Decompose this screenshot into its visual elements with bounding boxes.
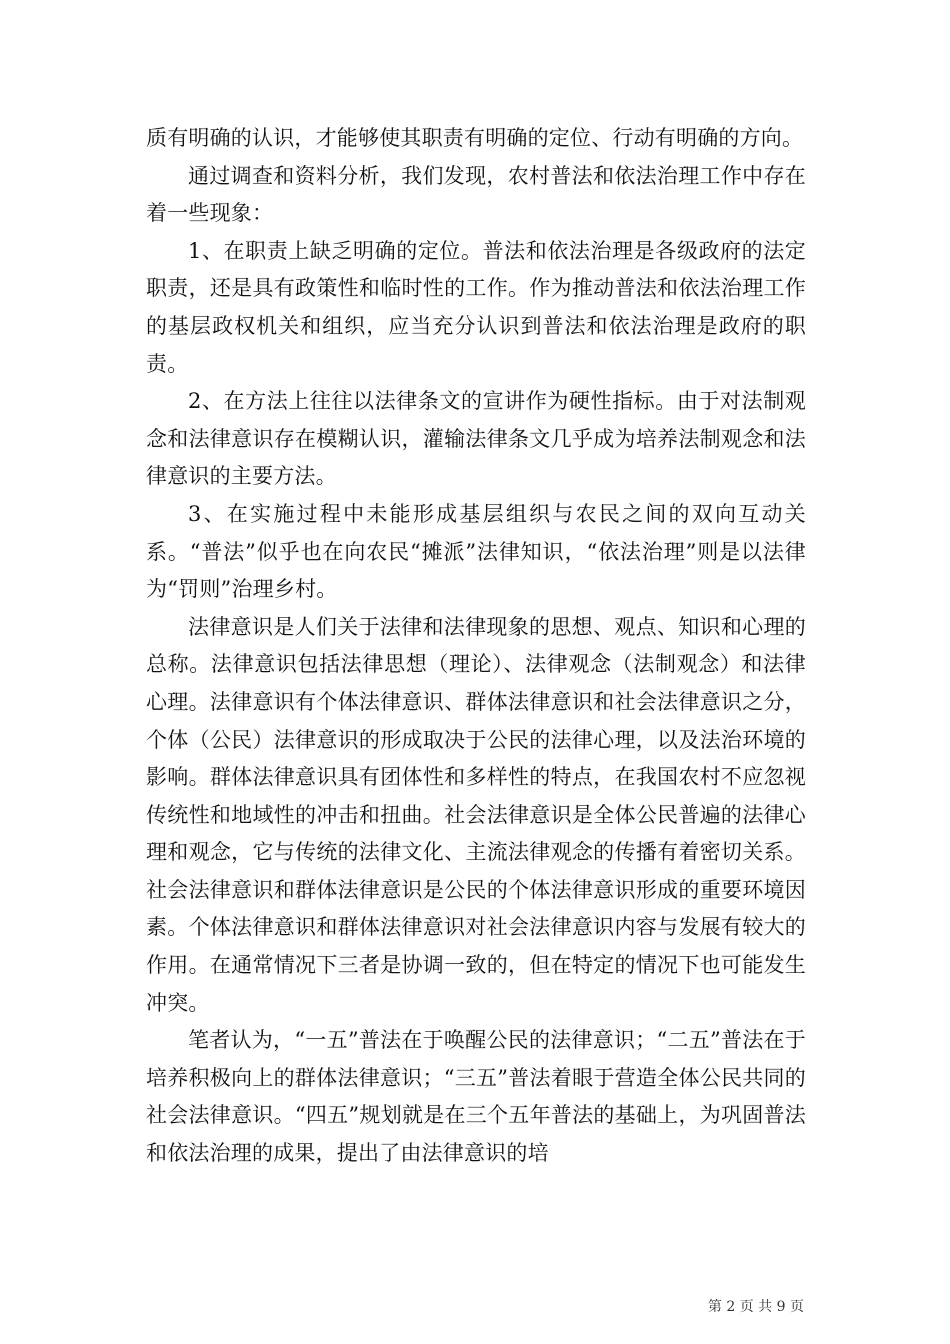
page-number-footer: 第 2 页 共 9 页 (707, 1299, 804, 1315)
paragraph-item-1: 1、在职责上缺乏明确的定位。普法和依法治理是各级政府的法定职责，还是具有政策性和临时性的工作。作为推动普法和依法治理工作的基层政权机关和组织，应当充分认识到普法和依法治理是政府的职责。 (146, 238, 806, 376)
paragraph-item-2: 2、在方法上往往以法律条文的宣讲作为硬性指标。由于对法制观念和法律意识存在模糊认识，灌输法律条文几乎成为培养法制观念和法律意识的主要方法。 (146, 389, 806, 489)
paragraph-legal-awareness: 法律意识是人们关于法律和法律现象的思想、观点、知识和心理的总称。法律意识包括法律思想（理论）、法律观念（法制观念）和法律心理。法律意识有个体法律意识、群体法律意识和社会法律意识之分，个体（公民）法律意识的形成取决于公民的法律心理，以及法治环境的影响。群体法律意识具有团体性和多样性的特点，在我国农村不应忽视传统性和地域性的冲击和扭曲。社会法律意识是全体公民普遍的法律心理和观念，它与传统的法律文化、主流法律观念的传播有着密切关系。社会法律意识和群体法律意识是公民的个体法律意识形成的重要环境因素。个体法律意识和群体法律意识对社会法律意识内容与发展有较大的作用。在通常情况下三者是协调一致的，但在特定的情况下也可能发生冲突。 (146, 614, 806, 1015)
paragraph-item-3: 3、在实施过程中未能形成基层组织与农民之间的双向互动关系。“普法”似乎也在向农民“摊派”法律知识，“依法治理”则是以法律为“罚则”治理乡村。 (146, 501, 806, 602)
document-body (146, 120, 806, 1173)
paragraph-continuation: 质有明确的认识，才能够使其职责有明确的定位、行动有明确的方向。 (146, 126, 804, 150)
paragraph-survey-intro: 通过调查和资料分析，我们发现，农村普法和依法治理工作中存在着一些现象： (146, 163, 806, 226)
paragraph-author-view: 笔者认为，“一五”普法在于唤醒公民的法律意识；“二五”普法在于培养积极向上的群体法律意识；“三五”普法着眼于营造全体公民共同的社会法律意识。“四五”规划就是在三个五年普法的基础上，为巩固普法和依法治理的成果，提出了由法律意识的培 (146, 1028, 806, 1166)
